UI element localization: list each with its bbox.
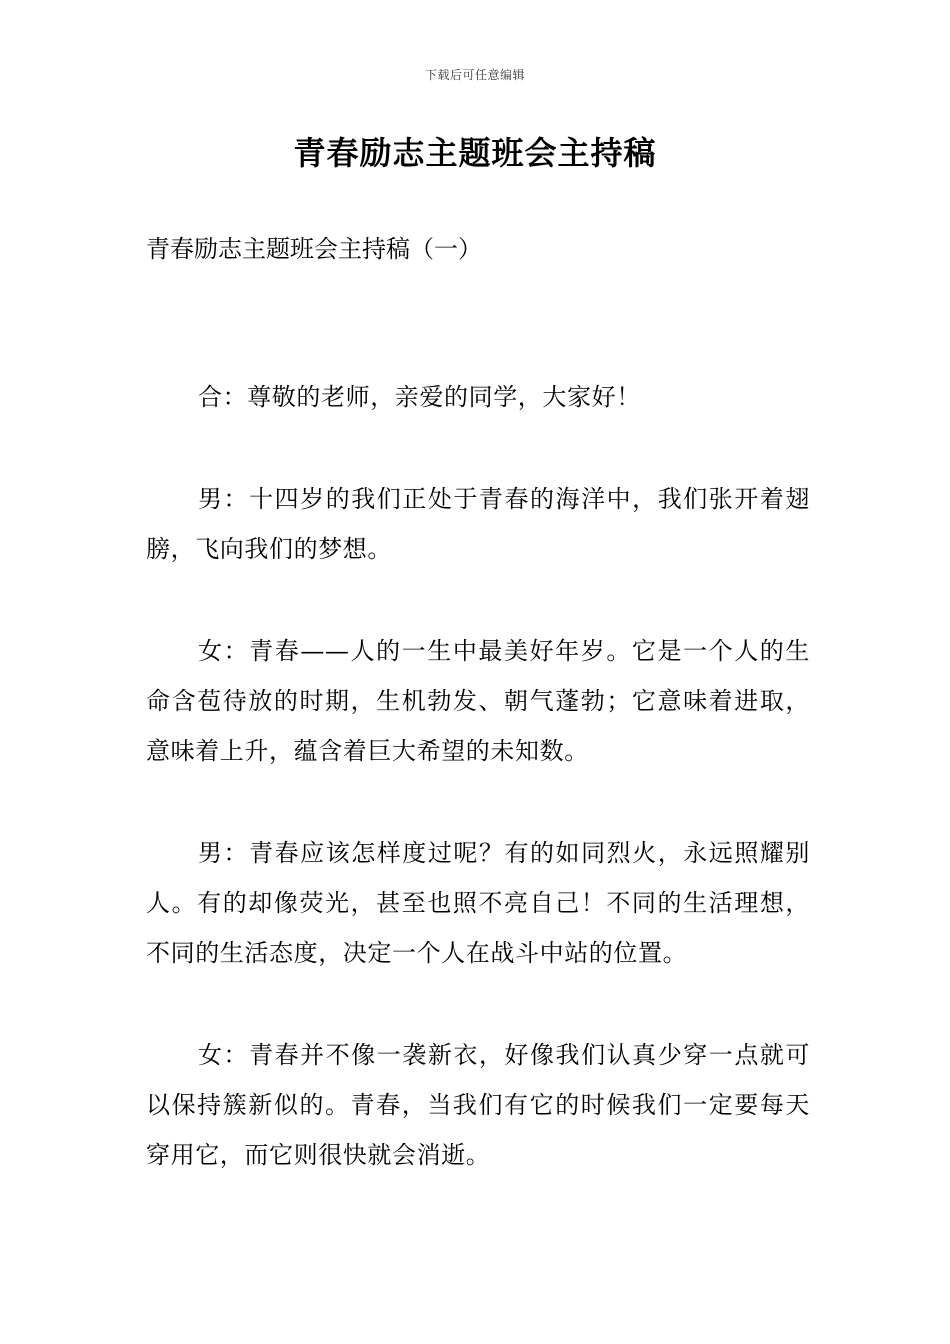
header-note: 下载后可任意编辑 bbox=[424, 68, 525, 82]
paragraph: 女：青春——人的一生中最美好年岁。它是一个人的生命含苞待放的时期，生机勃发、朝气蓬勃；它意味着进取，意味着上升，蕴含着巨大希望的未知数。 bbox=[146, 637, 810, 765]
paragraph: 女：青春并不像一袭新衣，好像我们认真少穿一点就可以保持簇新似的。青春，当我们有它的时候我们一定要每天穿用它，而它则很快就会消逝。 bbox=[146, 1041, 810, 1169]
document-title: 青春励志主题班会主持稿 bbox=[293, 134, 657, 172]
document-subtitle: 青春励志主题班会主持稿（一） bbox=[146, 235, 482, 263]
paragraph: 男：青春应该怎样度过呢？有的如同烈火，永远照耀别人。有的却像荧光，甚至也照不亮自己！不同的生活理想，不同的生活态度，决定一个人在战斗中站的位置。 bbox=[146, 839, 810, 967]
document-body bbox=[146, 372, 810, 1232]
paragraph: 合：尊敬的老师，亲爱的同学，大家好！ bbox=[198, 383, 641, 411]
paragraph: 男：十四岁的我们正处于青春的海洋中，我们张开着翅膀，飞向我们的梦想。 bbox=[146, 485, 810, 563]
